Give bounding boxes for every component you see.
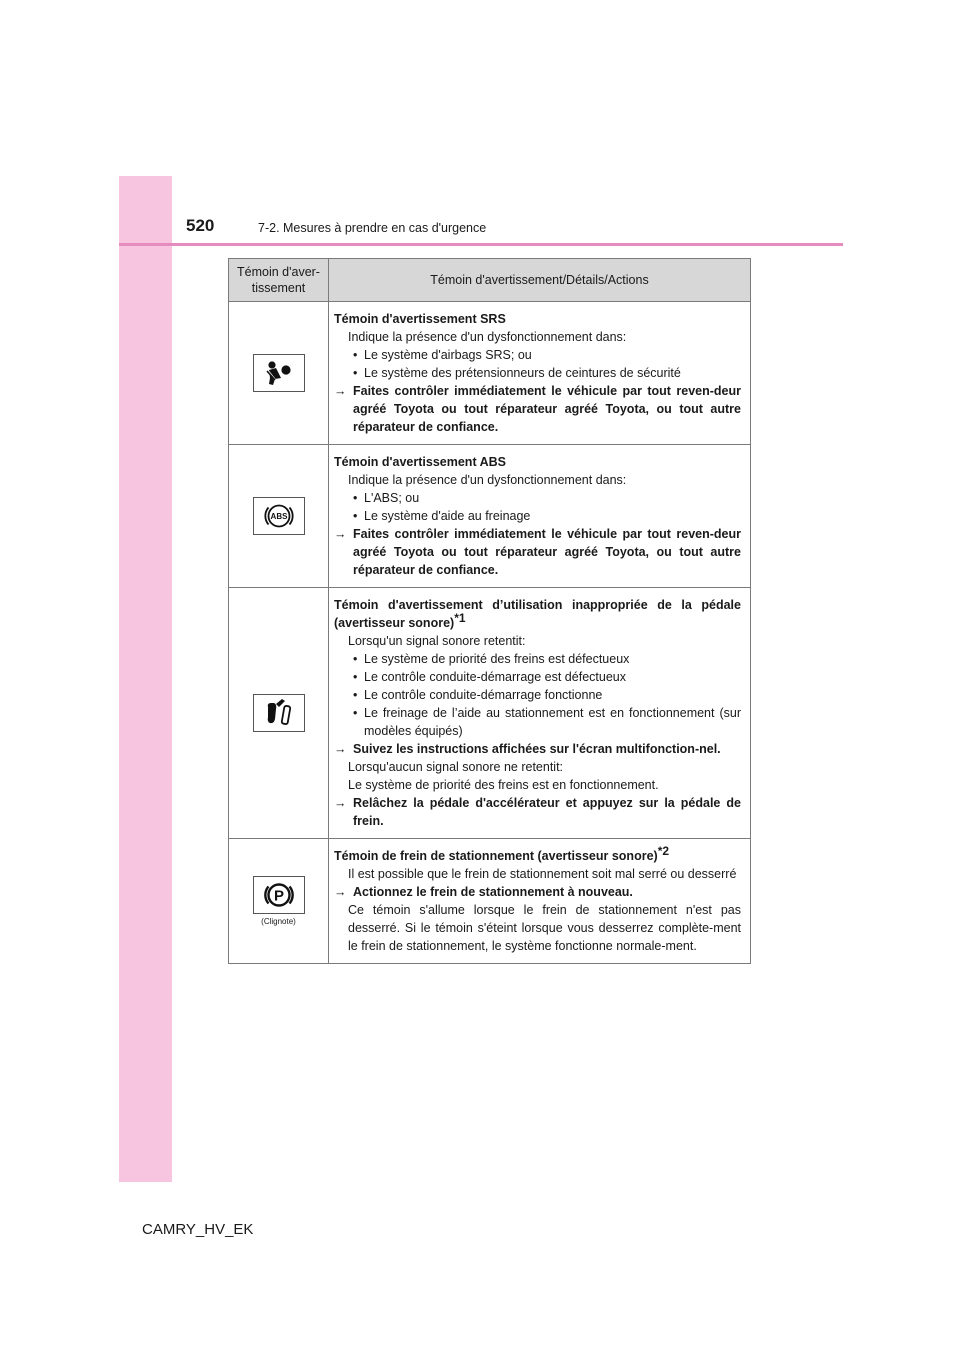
bullet-item: • Le système de priorité des freins est défectueux xyxy=(353,652,630,666)
description-cell xyxy=(329,839,751,964)
icon-cell xyxy=(229,839,329,964)
column-header-details: Témoin d'avertissement/Détails/Actions xyxy=(329,259,751,302)
row-title: Témoin d'avertissement d’utilisation inappropriée de la pédale (avertisseur sonore)$^{*1}$ xyxy=(334,598,741,630)
icon-cell xyxy=(229,445,329,588)
action-instruction: → Actionnez le frein de stationnement à nouveau. xyxy=(334,885,633,899)
bullet-item: • Le système d'airbags SRS; ou xyxy=(353,348,532,362)
row-text: Indique la présence d'un dysfonctionnement dans: xyxy=(348,330,627,344)
section-title: 7-2. Mesures à prendre en cas d'urgence xyxy=(258,221,487,235)
table-header-row xyxy=(229,259,751,302)
icon-cell xyxy=(229,588,329,839)
description-cell xyxy=(329,302,751,445)
column-header-icon: Témoin d'aver-tissement xyxy=(229,259,329,302)
abs-icon-text: ABS xyxy=(270,512,287,521)
row-title: Témoin d'avertissement SRS xyxy=(334,312,506,326)
description-cell xyxy=(329,445,751,588)
header-rule xyxy=(119,243,843,246)
row-text: Indique la présence d'un dysfonctionnement dans: xyxy=(348,473,627,487)
parking-brake-icon xyxy=(253,876,305,914)
bullet-item: • Le contrôle conduite-démarrage fonctionne xyxy=(353,688,603,702)
pedal-misapplication-icon xyxy=(253,694,305,732)
icon-cell xyxy=(229,302,329,445)
row-title: Témoin de frein de stationnement (avertisseur sonore)$^{*2}$ xyxy=(334,843,670,863)
bullet-item: • L'ABS; ou xyxy=(353,491,420,505)
airbag-warning-icon xyxy=(253,354,305,392)
action-instruction: → Faites contrôler immédiatement le véhicule par tout reven-deur agréé Toyota ou tout réparateur agréé Toyota, ou tout autre réparateur de confiance. xyxy=(334,527,741,577)
page-number: 520 xyxy=(186,216,215,235)
table-row-parking-brake xyxy=(229,839,751,964)
model-code: CAMRY_HV_EK xyxy=(142,1221,254,1238)
row-title: Témoin d'avertissement ABS xyxy=(334,455,507,469)
bullet-item: • Le système d'aide au freinage xyxy=(353,509,531,523)
footnote-ref: *2 xyxy=(657,843,670,858)
row-text: Lorsqu'aucun signal sonore ne retentit: xyxy=(348,760,564,774)
icon-caption: (Clignote) xyxy=(261,916,296,926)
row-text: Le système de priorité des freins est en fonctionnement. xyxy=(348,778,659,792)
bullet-item: • Le freinage de l’aide au stationnement est en fonctionnement (sur modèles équipés) xyxy=(353,706,741,738)
row-text: Ce témoin s'allume lorsque le frein de stationnement n'est pas desserré. Si le témoin s'éteint lorsque vous desserrez complète-ment le frein de stationnement, le système fonctionne normale-ment. xyxy=(348,903,741,953)
side-tab-band xyxy=(119,176,172,1182)
table-row-pedal xyxy=(229,588,751,839)
bullet-item: • Le système des prétensionneurs de ceintures de sécurité xyxy=(353,366,681,380)
bullet-item: • Le contrôle conduite-démarrage est défectueux xyxy=(353,670,626,684)
table-row-srs xyxy=(229,302,751,445)
action-instruction: → Suivez les instructions affichées sur l'écran multifonction-nel. xyxy=(334,742,721,756)
description-cell xyxy=(329,588,751,839)
row-text: Il est possible que le frein de stationnement soit mal serré ou desserré xyxy=(348,867,737,881)
action-instruction: → Relâchez la pédale d'accélérateur et appuyez sur la pédale de frein. xyxy=(334,796,741,828)
abs-warning-icon xyxy=(253,497,305,535)
action-instruction: → Faites contrôler immédiatement le véhicule par tout reven-deur agréé Toyota ou tout réparateur agréé Toyota, ou tout autre réparateur de confiance. xyxy=(334,384,741,434)
footnote-ref: *1 xyxy=(454,610,466,625)
table-row-abs xyxy=(229,445,751,588)
row-text: Lorsqu'un signal sonore retentit: xyxy=(348,634,526,648)
warning-light-table xyxy=(228,258,751,964)
parking-icon-text: P xyxy=(273,887,284,904)
